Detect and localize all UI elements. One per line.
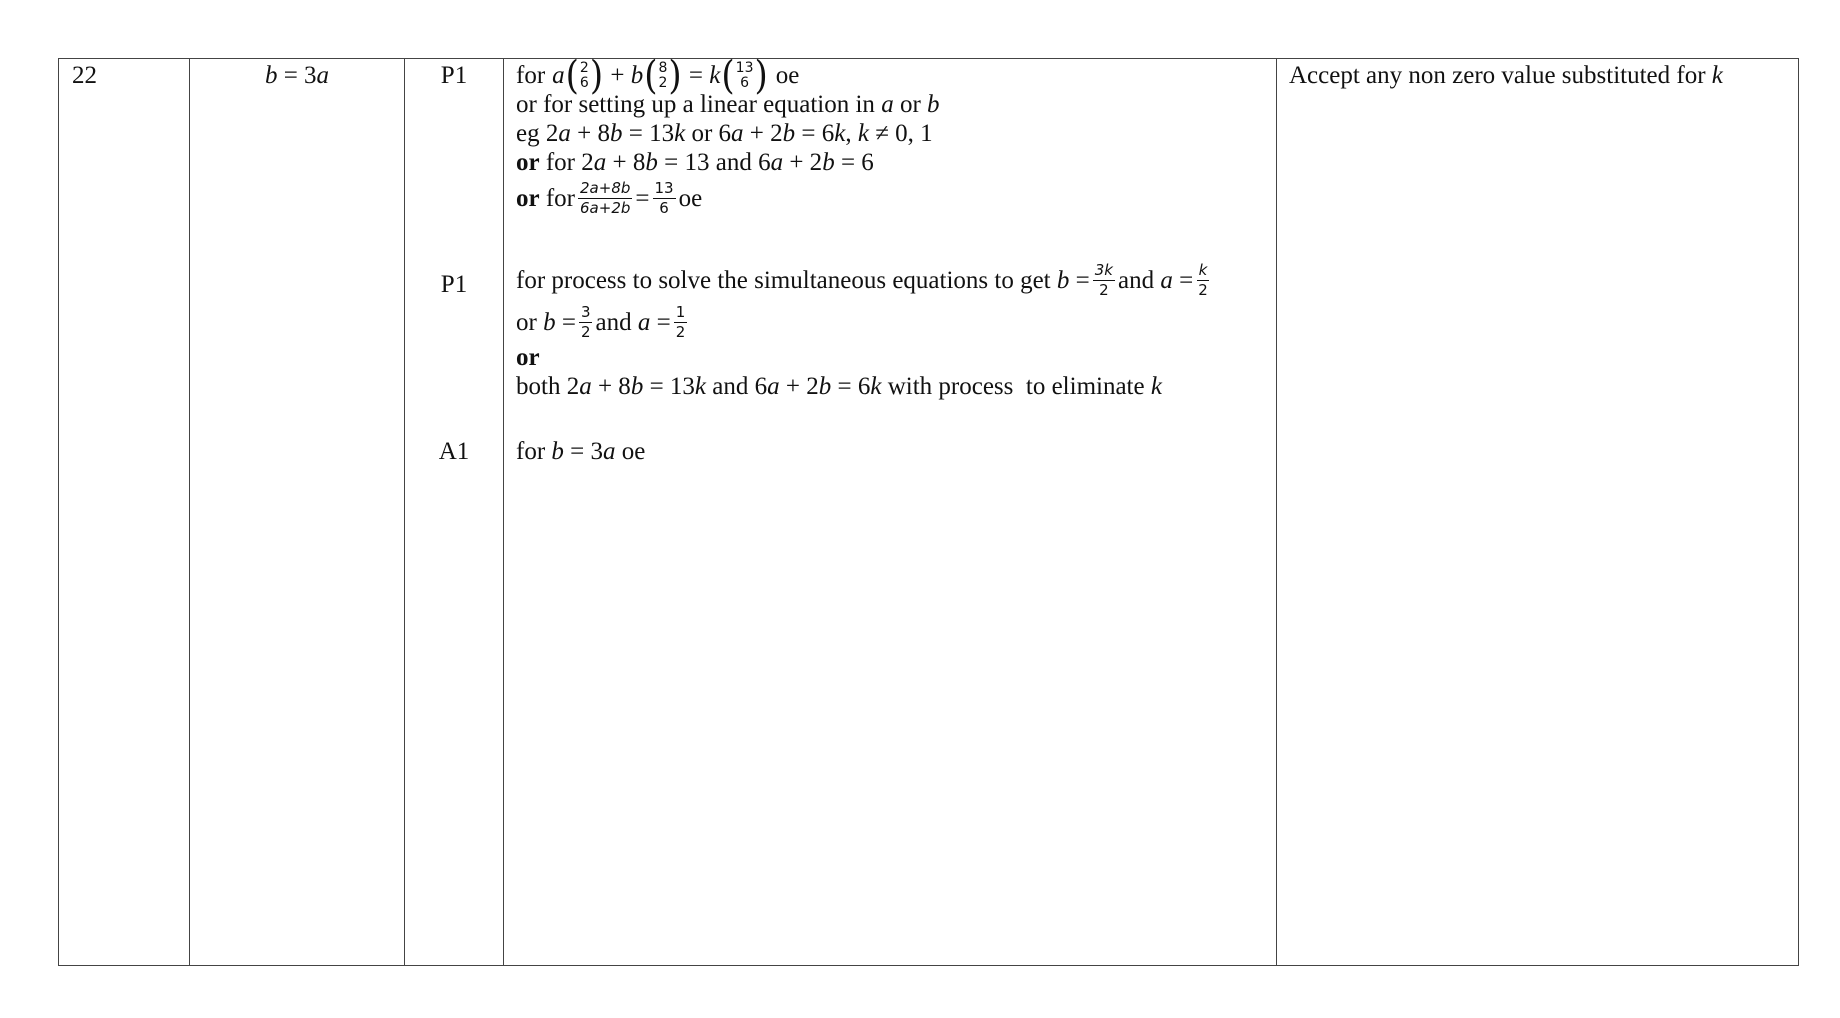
or-line: or [516, 344, 540, 371]
a1-guidance [516, 437, 1268, 466]
example-line: eg 2 a + 8 b = 13 k or 6 a + 2 b = 6 k , k ≠ 0, 1 [516, 120, 933, 147]
mark-p1-first: P1 [440, 62, 468, 89]
answer-cell: b = 3a [264, 62, 330, 89]
values-line: or b = $\frac{3}{2}$ and a = $\frac{1}{2}$ [516, 302, 686, 341]
final-answer-line: for b = 3 a oe [516, 438, 646, 465]
answer-column [190, 59, 405, 965]
fraction-13-6: $\frac{13}{6}$ [654, 178, 674, 217]
p1-first-guidance [516, 52, 1268, 219]
marks-column [405, 59, 504, 965]
mark-scheme-column [504, 52, 1277, 965]
process-line: for process to solve the simultaneous equations to get b = $\frac{3k}{2}$ and a = $\frac{k}{2}$ [516, 260, 1208, 299]
mark-a1: A1 [438, 438, 470, 465]
linear-equation-line: or for setting up a linear equation in a or b [516, 91, 940, 118]
mark-scheme-table [58, 52, 1799, 966]
question-number: 22 [72, 62, 97, 89]
p1-second-guidance [516, 259, 1268, 401]
eliminate-k-line: both 2 a + 8 b = 13 k and 6 a + 2 b = 6 k with process to eliminate k [516, 373, 1162, 400]
question-number-column [59, 59, 190, 965]
vector-13-6: ( 13 6 ) [721, 52, 768, 99]
vector-8-2: ( 8 2 ) [644, 52, 682, 99]
fraction-1-2: $\frac{1}{2}$ [675, 302, 686, 341]
mark-p1-second: P1 [440, 271, 468, 298]
fraction-3k-2: $\frac{3k}{2}$ [1094, 260, 1113, 299]
vector-equation-line: for a ( 2 6 ) + b ( 8 2 ) = k ( 13 6 ) oe [516, 52, 800, 99]
or-equations-line: or for 2 a + 8 b = 13 and 6 a + 2 b = 6 [516, 149, 874, 176]
notes-text: Accept any non zero value substituted for k [1289, 62, 1723, 89]
fraction-ab: $\frac{2a+8b}{6a+2b}$ [580, 178, 631, 217]
fraction-3-2: $\frac{3}{2}$ [580, 302, 591, 341]
or-fraction-line: or for $\frac{2a+8b}{6a+2b}$ = $\frac{13}{6}$ oe [516, 178, 703, 217]
fraction-k-2: $\frac{k}{2}$ [1198, 260, 1208, 299]
notes-column [1277, 59, 1798, 965]
vector-2-6: ( 2 6 ) [565, 52, 604, 99]
